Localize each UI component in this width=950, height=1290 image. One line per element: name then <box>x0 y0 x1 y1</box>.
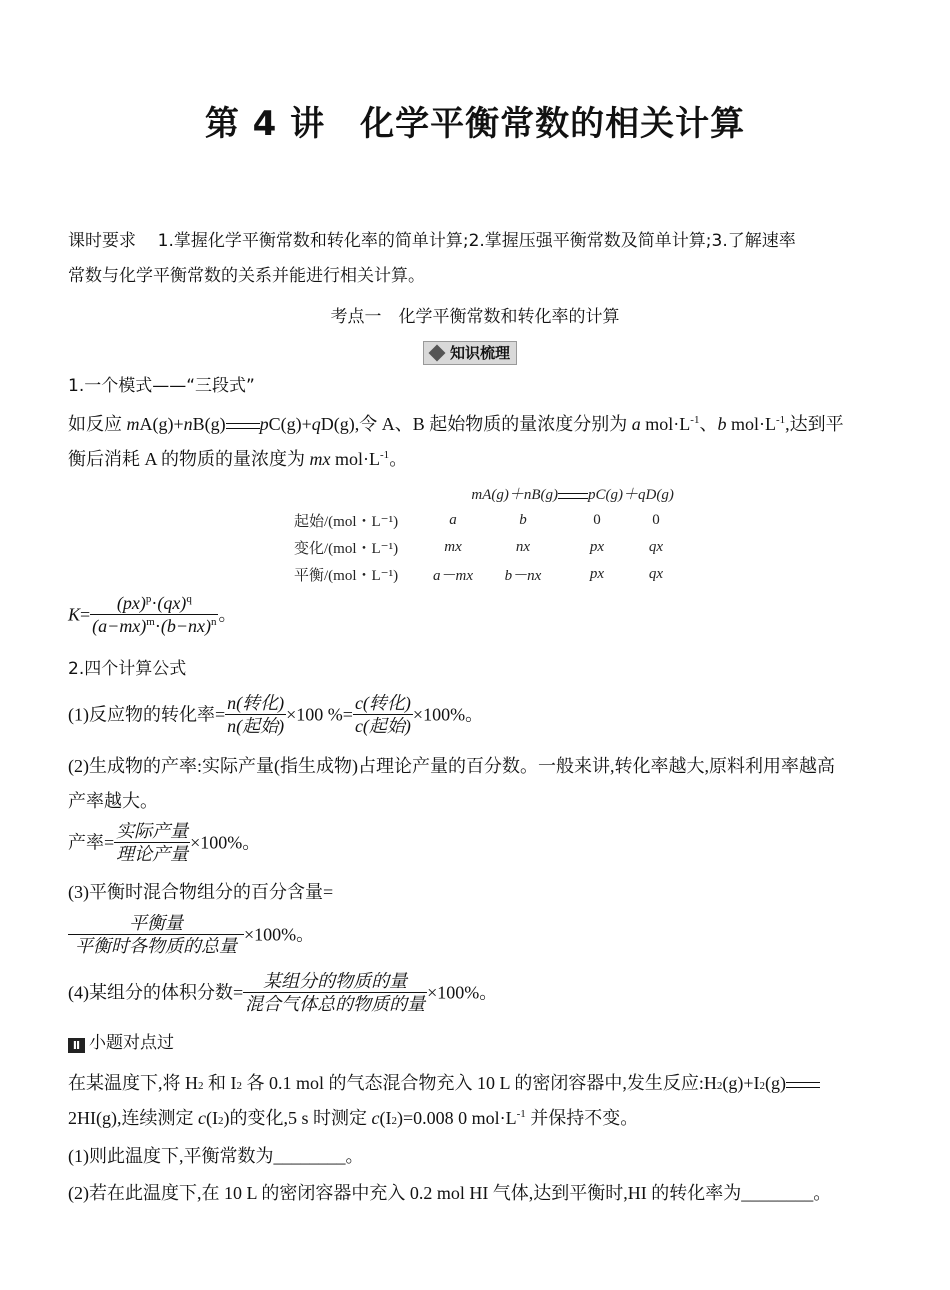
ice-cell: qx <box>648 539 664 555</box>
formula-yield <box>68 820 260 865</box>
formula-end: ×100%。 <box>427 982 498 1003</box>
ice-cell: a <box>449 512 457 528</box>
ice-row-label: 起始/(mol・L⁻¹) <box>294 514 399 530</box>
denominator: c(起始) <box>354 716 411 736</box>
badge-label: 知识梳理 <box>450 344 511 362</box>
reaction-description-line-1: 如反应 mA(g)+nB(g) pC(g)+qD(g),令 A、B 起始物质的量浓度分别为 a $mol\cdot L^{-1}$、b $mol\cdot L^{-1}$,达到平 <box>68 414 844 434</box>
numerator: n(转化) <box>227 693 285 713</box>
denominator: 混合气体总的物质的量 <box>245 994 426 1014</box>
ice-cell: 0 <box>652 512 660 528</box>
equilibrium-arrow-icon <box>226 420 260 432</box>
problem-line-1: 在某温度下,将 $H_2$ 和 $I_2$ 各 0.1 mol 的气态混合物充入 10 L 的密闭容器中,发生反应$:H_2(g)+I_2(g)$ <box>68 1071 820 1095</box>
heading-three-stage: 1.一个模式——“三段式” <box>68 376 255 396</box>
formula-end: ×100%。 <box>190 832 261 853</box>
denominator: n(起始) <box>227 716 285 736</box>
yield-text-line-2: 产率越大。 <box>68 791 158 811</box>
ice-header-left: mA(g)＋nB(g) <box>471 487 558 503</box>
fraction <box>353 692 413 737</box>
knowledge-badge <box>423 341 517 365</box>
requirement-line-1 <box>68 229 796 253</box>
fraction <box>68 912 244 957</box>
formula-percentage-label: (3)平衡时混合物组分的百分含量= <box>68 882 334 902</box>
numerator: 实际产量 <box>116 821 189 841</box>
numerator: c(转化) <box>354 693 411 713</box>
fraction <box>225 692 286 737</box>
formula-end: ×100%。 <box>244 924 315 945</box>
question-2: (2)若在此温度下,在 10 L 的密闭容器中充入 0.2 mol HI 气体,达到平衡时,HI 的转化率为________。 <box>68 1183 832 1203</box>
requirement-text-1: 1.掌握化学平衡常数和转化率的简单计算;2.掌握压强平衡常数及简单计算;3.了解速率 <box>157 231 796 251</box>
ice-cell: px <box>589 539 605 555</box>
yield-text-line-1: (2)生成物的产率:实际产量(指生成物)占理论产量的百分数。一般来讲,转化率越大,原料利用率越高 <box>68 756 835 776</box>
ice-cell: px <box>589 566 605 582</box>
ice-cell: a－mx <box>433 568 473 584</box>
ice-row-label: 平衡/(mol・L⁻¹) <box>294 568 399 584</box>
formula-volume-fraction <box>68 970 497 1015</box>
k-formula: K= $\frac{(px)^p\cdot(qx)^q}{(a-mx)^m\cdot(b-nx)^n}$ 。 <box>68 593 237 636</box>
formula-prefix: (4)某组分的体积分数= <box>68 982 244 1003</box>
fraction <box>243 970 427 1015</box>
equilibrium-arrow-icon <box>558 490 588 502</box>
heading-four-formulas: 2.四个计算公式 <box>68 659 187 679</box>
ice-row-initial <box>294 507 676 534</box>
ice-cell: b－nx <box>504 568 542 584</box>
formula-prefix: (1)反应物的转化率= <box>68 704 226 725</box>
ice-row-change <box>294 534 676 561</box>
ice-cell: qx <box>648 566 664 582</box>
reaction-description-line-2: 衡后消耗 A 的物质的量浓度为 mx $mol\cdot L^{-1}$。 <box>68 449 408 469</box>
ice-row-equilibrium <box>294 561 676 588</box>
fraction <box>114 820 190 865</box>
requirement-label: 课时要求 <box>68 231 136 251</box>
formula-conversion <box>68 692 483 737</box>
ice-header-row <box>294 480 676 507</box>
ice-table <box>294 480 676 588</box>
denominator: 理论产量 <box>116 844 189 864</box>
numerator: 某组分的物质的量 <box>263 971 408 991</box>
practice-heading-label: 小题对点过 <box>89 1033 174 1053</box>
denominator: 平衡时各物质的总量 <box>75 936 237 956</box>
formula-mid: ×100 %= <box>286 704 353 725</box>
problem-line-2: 2HI(g),连续测定 $c(I_2)$的变化,5 s 时测定 $c(I_2)=0.008$ 0 $mol\cdot L^{-1}$ 并保持不变。 <box>68 1108 639 1128</box>
heading-practice <box>68 1031 174 1055</box>
formula-percentage <box>68 912 314 957</box>
ice-cell: nx <box>515 539 531 555</box>
requirement-line-2: 常数与化学平衡常数的关系并能进行相关计算。 <box>68 266 425 286</box>
formula-prefix: 产率= <box>68 832 115 853</box>
ice-cell: 0 <box>593 512 601 528</box>
ice-cell: mx <box>444 539 462 555</box>
diamond-icon <box>429 345 446 362</box>
question-1: (1)则此温度下,平衡常数为________。 <box>68 1146 364 1166</box>
numerator: 平衡量 <box>129 913 183 933</box>
k-fraction: $\frac{(px)^p\cdot(qx)^q}{(a-mx)^m\cdot(b-nx)^n}$ <box>92 593 217 636</box>
practice-icon: Ⅱ <box>68 1038 85 1053</box>
equilibrium-arrow-icon <box>786 1079 820 1091</box>
page-title: 第 4 讲 化学平衡常数的相关计算 <box>204 104 746 144</box>
ice-row-label: 变化/(mol・L⁻¹) <box>294 541 399 557</box>
formula-end: ×100%。 <box>412 704 484 725</box>
ice-header-right: pC(g)＋qD(g) <box>588 487 674 503</box>
section-title: 考点一 化学平衡常数和转化率的计算 <box>330 307 620 327</box>
ice-cell: b <box>519 512 527 528</box>
